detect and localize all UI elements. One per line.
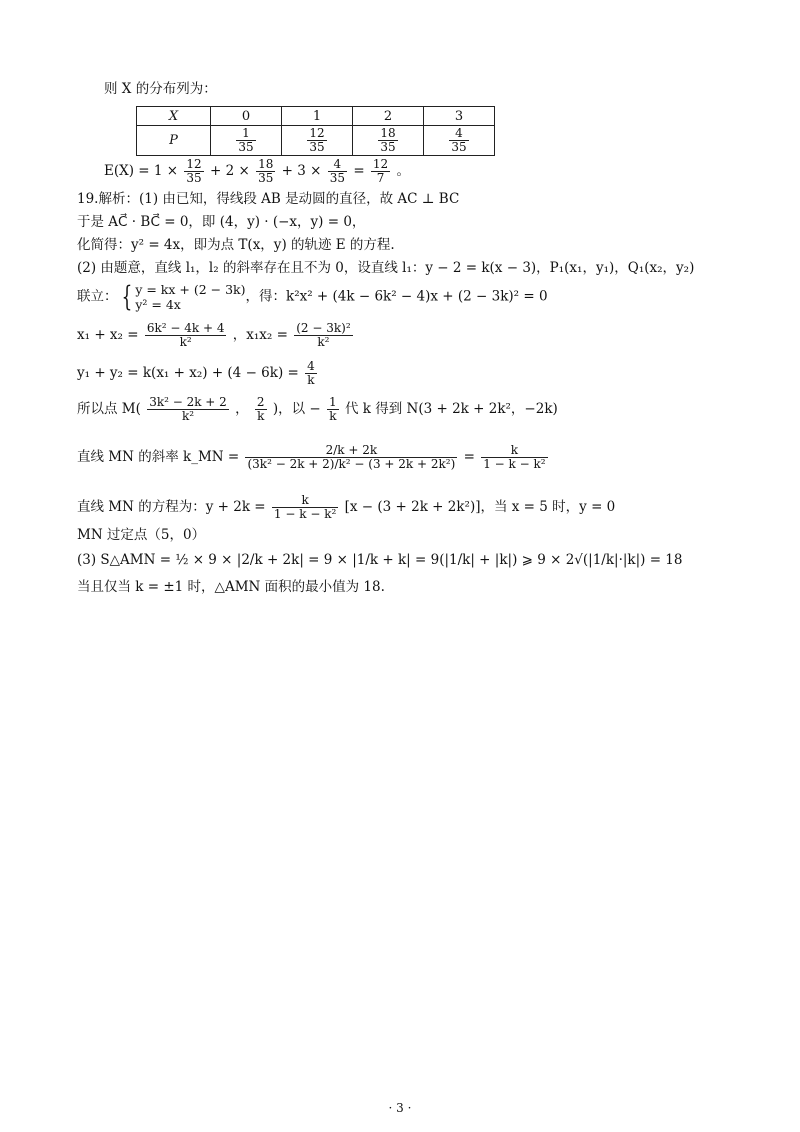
fraction-denominator: 35 [329, 171, 346, 185]
fraction-denominator: 35 [258, 171, 274, 185]
expectation-text: = [353, 163, 365, 179]
p-value-cell [211, 126, 282, 156]
fraction-denominator: 35 [186, 171, 202, 185]
fraction-denominator: k [329, 409, 337, 423]
expectation-line [104, 158, 410, 185]
fraction-denominator: k [307, 373, 315, 387]
vieta-y-line [77, 360, 319, 387]
q19-line-1: 19.解析：(1) 由已知，得线段 AB 是动圆的直径，故 AC ⊥ BC [77, 191, 460, 207]
x-value-cell: 0 [211, 107, 282, 126]
expectation-text: + 2 × [209, 163, 250, 179]
math-text: )，以 − [272, 401, 321, 417]
fraction-numerator: 6k² − 4k + 4 [146, 321, 225, 335]
equation-system [135, 282, 245, 312]
fraction-numerator: 1 [236, 127, 255, 141]
fixed-point-line: MN 过定点（5，0） [77, 527, 206, 543]
page-number: · 3 · [388, 1101, 412, 1115]
p-value-cell [353, 126, 424, 156]
vieta-x-line [77, 322, 355, 349]
slope-line [77, 444, 550, 471]
fraction-denominator: 35 [309, 140, 325, 154]
distribution-table [136, 106, 495, 156]
fraction-numerator: k [272, 494, 338, 508]
fraction-denominator: 1 − k − k² [273, 507, 337, 521]
x-value-cell: 1 [282, 107, 353, 126]
fraction-numerator: 2/k + 2k [245, 444, 457, 458]
fraction-denominator: 35 [238, 140, 254, 154]
conclusion-line: 当且仅当 k = ±1 时，△AMN 面积的最小值为 18. [77, 579, 385, 595]
fraction-numerator: 4 [307, 359, 315, 373]
math-text: ， [235, 401, 249, 417]
system-line [77, 282, 548, 312]
fraction-denominator: 35 [380, 140, 396, 154]
x-value-cell: 2 [353, 107, 424, 126]
expectation-text: + 3 × [281, 163, 322, 179]
expectation-text: 。 [396, 163, 410, 179]
fraction-numerator: 18 [258, 157, 274, 171]
fraction-denominator: 7 [376, 171, 385, 185]
p-value-cell [282, 126, 353, 156]
q19-line-2: 于是 AC⃗ · BC⃗ = 0，即 (4，y) · (−x，y) = 0， [77, 214, 366, 230]
table-row [137, 107, 495, 126]
fraction-denominator: k² [179, 335, 192, 349]
x-value-cell: 3 [424, 107, 495, 126]
fraction-numerator: (2 − 3k)² [296, 321, 351, 335]
fraction-numerator: 12 [372, 157, 389, 171]
fraction-numerator: 4 [449, 127, 468, 141]
line-equation [77, 494, 615, 521]
q19-line-4: (2) 由题意，直线 l₁，l₂ 的斜率存在且不为 0，设直线 l₁：y − 2 = k(x − 3)，P₁(x₁，y₁)，Q₁(x₂，y₂) [77, 260, 695, 276]
system-row: y² = 4x [135, 297, 181, 312]
math-text: 直线 MN 的方程为：y + 2k = [77, 499, 266, 515]
math-text: 直线 MN 的斜率 k_MN = [77, 449, 240, 465]
math-text: [x − (3 + 2k + 2k²)]，当 x = 5 时，y = 0 [344, 499, 616, 515]
fraction-numerator: 4 [328, 158, 347, 172]
fraction-denominator: 35 [451, 140, 467, 154]
brace-glyph: { [121, 280, 132, 313]
p-header-cell: P [137, 126, 211, 156]
fraction-denominator: k² [317, 335, 330, 349]
math-text: x₁ + x₂ = [77, 327, 139, 343]
point-m-line [77, 396, 558, 423]
fraction-numerator: 12 [309, 126, 325, 140]
fraction-numerator: 3k² − 2k + 2 [149, 395, 227, 409]
fraction-denominator: (3k² − 2k + 2)/k² − (3 + 2k + 2k²) [247, 457, 456, 471]
fraction-numerator: 1 [329, 395, 337, 409]
area-line: (3) S△AMN = ½ × 9 × |2/k + 2k| = 9 × |1/k + k| = 9(|1/k| + |k|) ⩾ 9 × 2√(|1/k|·|k|) = 18 [77, 552, 683, 568]
fraction-numerator: k [481, 444, 547, 458]
x-header-cell: X [137, 107, 211, 126]
table-row [137, 126, 495, 156]
distribution-intro: 则 X 的分布列为： [104, 81, 217, 97]
q19-line-3: 化简得：y² = 4x，即为点 T(x，y) 的轨迹 E 的方程. [77, 237, 395, 253]
math-text: y₁ + y₂ = k(x₁ + x₂) + (4 − 6k) = [77, 365, 299, 381]
fraction-numerator: 18 [380, 126, 396, 140]
math-text: = [463, 449, 475, 465]
system-result: ，得：k²x² + (4k − 6k² − 4)x + (2 − 3k)² = 0 [245, 288, 548, 305]
fraction-denominator: 1 − k − k² [483, 457, 546, 471]
math-text: ，x₁x₂ = [232, 327, 288, 343]
fraction-numerator: 2 [256, 395, 265, 409]
expectation-prefix: E(X) = 1 × [104, 163, 179, 179]
fraction-denominator: k² [181, 409, 195, 423]
system-row: y = kx + (2 − 3k) [135, 282, 246, 297]
p-value-cell [424, 126, 495, 156]
fraction-numerator: 12 [186, 157, 202, 171]
math-text: 所以点 M( [77, 401, 141, 417]
math-text: 代 k 得到 N(3 + 2k + 2k²，−2k) [344, 401, 558, 417]
fraction-denominator: k [257, 409, 265, 423]
system-label: 联立： [77, 288, 118, 305]
